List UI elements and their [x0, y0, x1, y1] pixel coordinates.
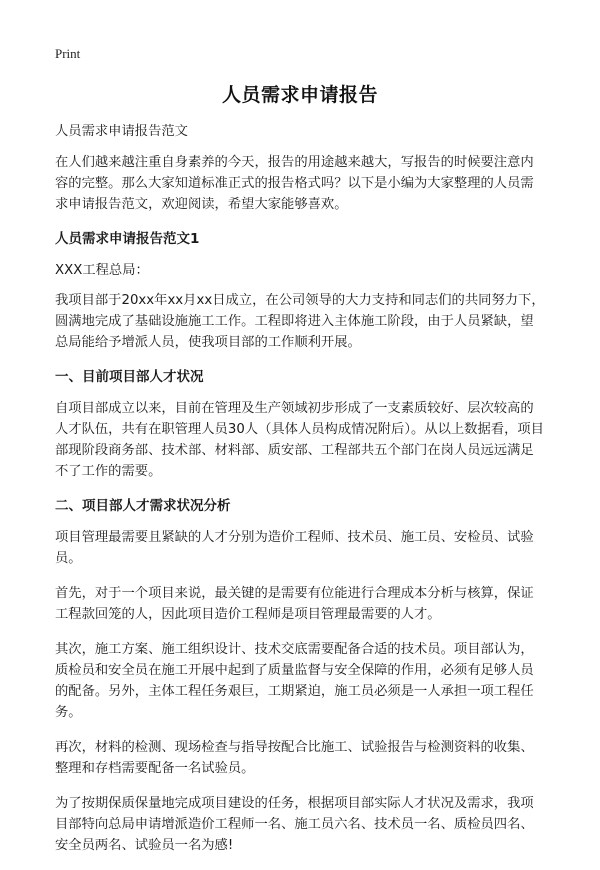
paragraph-first: 首先，对于一个项目来说，最关键的是需要有位能进行合理成本分析与核算，保证工程款回笼的人，因此项目造价工程师是项目管理最需要的人才。: [55, 586, 534, 622]
paragraph-third: 再次，材料的检测、现场检查与指导按配合比施工、试验报告与检测资料的收集、整理和存档需要配备一名试验员。: [55, 740, 534, 776]
paragraph-request: 为了按期保质保量地完成项目建设的任务，根据项目部实际人才状况及需求，我项目部特向总局申请增派造价工程师一名、施工员六名、技术员一名、质检员四名、安全员两名、试验员一名为感!: [55, 796, 534, 853]
document-title: 人员需求申请报告: [221, 84, 378, 106]
paragraph-needed-roles: 项目管理最需要且紧缺的人才分别为造价工程师、技术员、施工员、安检员、试验员。: [55, 530, 534, 566]
heading-demand-analysis: 二、项目部人才需求状况分析: [55, 498, 231, 514]
print-link[interactable]: Print: [55, 46, 81, 61]
paragraph-establishment: 我项目部于20xx年xx月xx日成立，在公司领导的大力支持和同志们的共同努力下，圆满地完成了基础设施施工工作。工程即将进入主体施工阶段，由于人员紧缺，望总局能给予增派人员，使我项目部的工作顺利开展。: [55, 293, 545, 350]
document-subtitle: 人员需求申请报告范文: [55, 124, 188, 139]
heading-current-talent: 一、目前项目部人才状况: [55, 369, 204, 385]
paragraph-talent-status: 自项目部成立以来，目前在管理及生产领域初步形成了一支素质较好、层次较高的人才队伍，共有在职管理人员30人（具体人员构成情况附后）。从以上数据看，项目部现阶段商务部、技术部、材料部、质安部、工程部共五个部门在岗人员远远满足不了工作的需要。: [55, 401, 544, 479]
salutation: XXX工程总局：: [55, 263, 149, 278]
paragraph-second: 其次，施工方案、施工组织设计、技术交底需要配备合适的技术员。项目部认为，质检员和安全员在施工开展中起到了质量监督与安全保障的作用，必须有足够人员的配备。另外，主体工程任务艰巨，工期紧迫，施工员必须是一人承担一项工程任务。: [55, 642, 534, 720]
document-body: [55, 121, 545, 870]
intro-paragraph: 在人们越来越注重自身素养的今天，报告的用途越来越大，写报告的时候要注意内容的完整。那么大家知道标准正式的报告格式吗？以下是小编为大家整理的人员需求申请报告范文，欢迎阅读，希望大家能够喜欢。: [55, 155, 534, 212]
section-heading-sample-1: 人员需求申请报告范文1: [55, 231, 200, 247]
